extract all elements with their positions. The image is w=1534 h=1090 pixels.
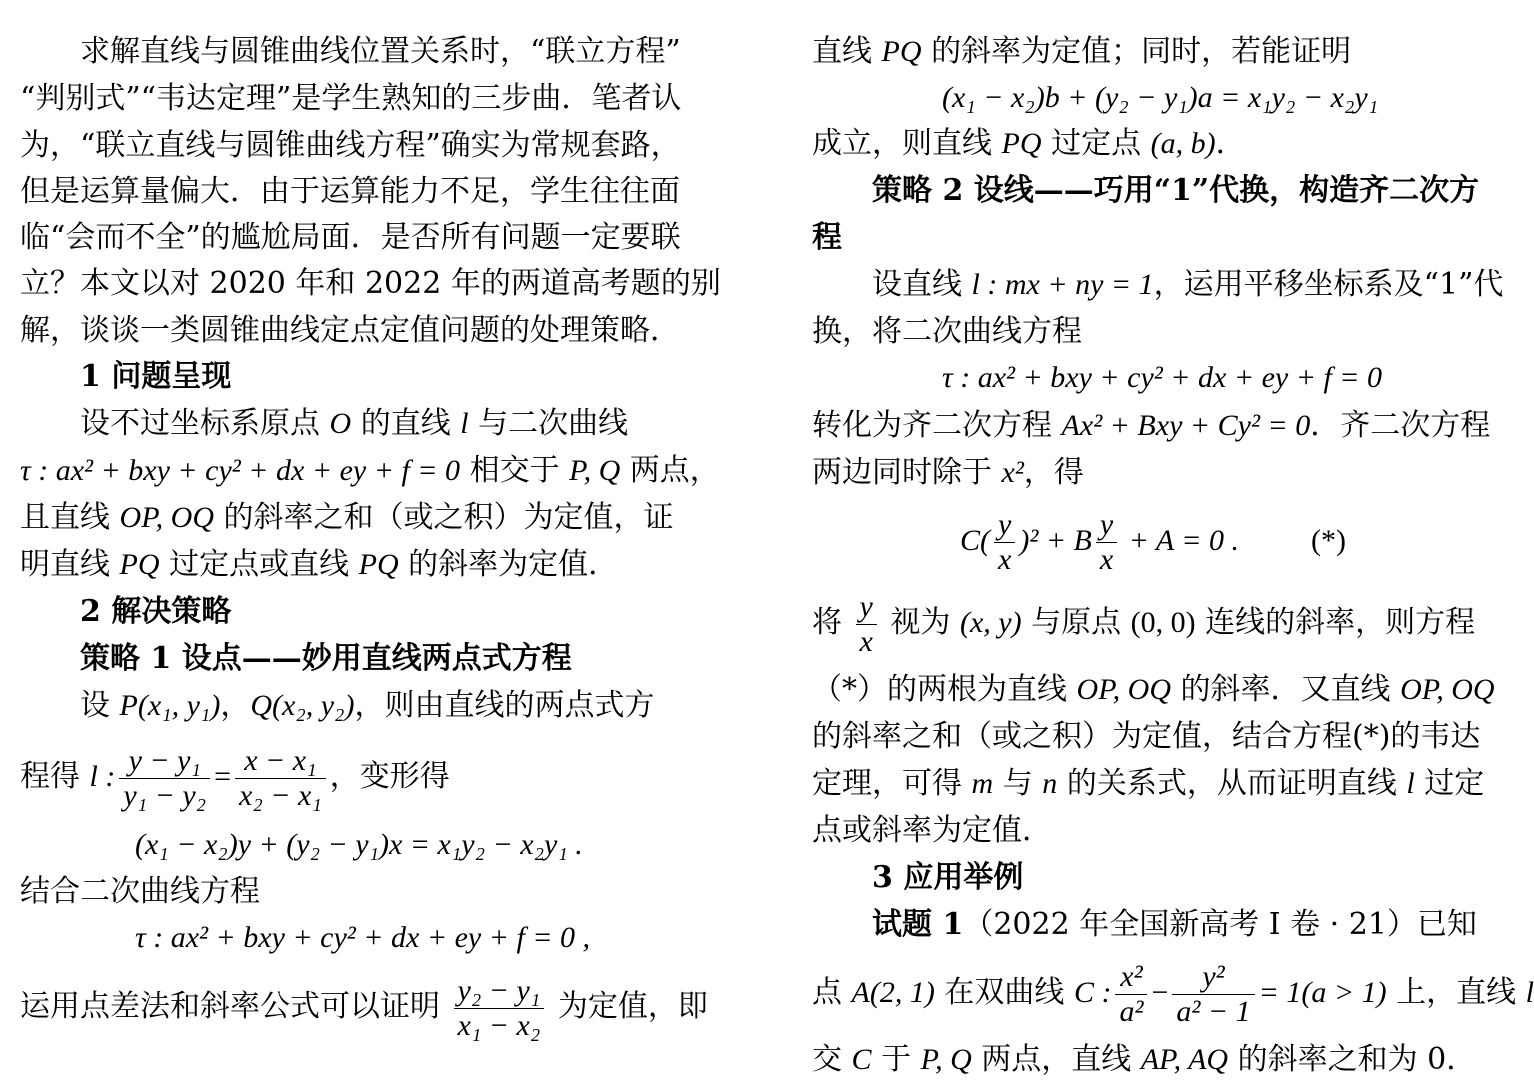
equation-tag: (*) — [1310, 524, 1346, 557]
problem-1-title: 试题 1 — [872, 907, 964, 942]
strategy-2-heading-cont: 程 — [812, 220, 842, 255]
star-equation: C( $\frac{y}{x}$ )² + B $\frac{y}{x}$ + A = 0 . (*) — [960, 507, 1346, 576]
strategy-2-line-1: 设直线 l : mx + ny = 1，运用平移坐标系及“1”代 — [872, 267, 1504, 302]
hyperbola-line: 点 A(2, 1) 在双曲线 C : $\frac{\text{x²}}{\text{a²}}$ − $\frac{\text{y²}}{\text{a² − 1}}$ = 1(a > 1) 上，直线 l — [812, 959, 1534, 1028]
fraction-y-over-x-2: $\frac{y}{x}$ — [1096, 508, 1117, 577]
curve-equation-3: τ : ax² + bxy + cy² + dx + ey + f = 0 — [942, 361, 1383, 394]
fraction-y2-a2m1: $\frac{\text{y²}}{\text{a² − 1}}$ — [1172, 960, 1254, 1029]
section-heading-2: 2 解决策略 — [80, 594, 232, 629]
fraction-1: $\frac{\text{y − y₁}}{\text{y₁ − y₂}}$ — [119, 744, 210, 813]
strategy-1-line-1: 设 P(x₁, y₁)，Q(x₂, y₂)，则由直线的两点式方 — [80, 688, 655, 723]
curve-equation: τ : ax² + bxy + cy² + dx + ey + f = 0 — [20, 454, 461, 487]
relation-line: 定理，可得 m 与 n 的关系式，从而证明直线 l 过定 — [812, 766, 1485, 801]
strategy-1-heading: 策略 1 设点——妙用直线两点式方程 — [80, 641, 572, 676]
intro-line-4: 但是运算量偏大．由于运算能力不足，学生往往面 — [20, 174, 680, 209]
vieta-line: 的斜率之和（或之积）为定值，结合方程(*)的韦达 — [812, 719, 1481, 754]
problem-line-3: 且直线 OP, OQ 的斜率之和（或之积）为定值，证 — [20, 500, 674, 535]
fixed-point-line: 成立，则直线 PQ 过定点 (a, b)． — [812, 126, 1246, 161]
line-equation: (x₁ − x₂)y + (y₂ − y₁)x = x₁y₂ − x₂y₁ . — [135, 828, 583, 861]
problem-line-4: 明直线 PQ 过定点或直线 PQ 的斜率为定值． — [20, 547, 619, 582]
two-point-form-line: 程得 l : $\frac{\text{y − y₁}}{\text{y₁ − y₂}}$ = $\frac{\text{x − x₁}}{\text{x₂ − x₁}}$ ，变形得 — [20, 743, 450, 812]
section-heading-1: 1 问题呈现 — [80, 359, 232, 394]
fraction-2: $\frac{\text{x − x₁}}{\text{x₂ − x₁}}$ — [235, 744, 326, 813]
intro-line-7: 解，谈谈一类圆锥曲线定点定值问题的处理策略． — [20, 313, 680, 348]
strategy-2-line-2: 换，将二次曲线方程 — [812, 314, 1082, 349]
intro-line-2: “判别式”“韦达定理”是学生熟知的三步曲．笔者认 — [20, 81, 682, 116]
point-difference-line: 运用点差法和斜率公式可以证明 $\frac{\text{y₂ − y₁}}{\text{x₁ − x₂}}$ 为定值，即 — [20, 973, 708, 1042]
intro-line-5: 临“会而不全”的尴尬局面．是否所有问题一定要联 — [20, 220, 681, 255]
curve-equation-2: τ : ax² + bxy + cy² + dx + ey + f = 0 , — [135, 921, 591, 954]
divide-line: 两边同时除于 x²，得 — [812, 455, 1084, 490]
fraction-x2-a2: $\frac{\text{x²}}{\text{a²}}$ — [1115, 960, 1147, 1029]
conclusion-line: 点或斜率为定值． — [812, 813, 1052, 848]
combine-curve-line: 结合二次曲线方程 — [20, 874, 260, 909]
problem-line-1: 设不过坐标系原点 O 的直线 l 与二次曲线 — [80, 406, 629, 441]
strategy-2-heading: 策略 2 设线——巧用“1”代换，构造齐二次方 — [872, 173, 1480, 208]
section-heading-3: 3 应用举例 — [872, 860, 1024, 895]
fraction-y-over-x-1: $\frac{y}{x}$ — [994, 508, 1015, 577]
intro-line-1: 求解直线与圆锥曲线位置关系时，“联立方程” — [80, 34, 681, 69]
problem-1-line-3: 交 C 于 P, Q 两点，直线 AP, AQ 的斜率之和为 0． — [812, 1042, 1477, 1077]
fixed-point-condition: (x₁ − x₂)b + (y₂ − y₁)a = x₁y₂ − x₂y₁ — [942, 81, 1379, 114]
slope-meaning-line: 将 $\frac{y}{x}$ 视为 (x, y) 与原点 (0, 0) 连线的斜率，则方程 — [812, 589, 1476, 658]
slope-constant-line: 直线 PQ 的斜率为定值；同时，若能证明 — [812, 34, 1352, 69]
fraction-y-over-x-3: $\frac{y}{x}$ — [856, 590, 877, 659]
problem-1-line-1: 试题 1（2022 年全国新高考 I 卷 · 21）已知 — [872, 907, 1477, 942]
homogeneous-line: 转化为齐二次方程 Ax² + Bxy + Cy² = 0．齐二次方程 — [812, 408, 1491, 443]
intro-line-6: 立？本文以对 2020 年和 2022 年的两道高考题的别 — [20, 266, 721, 301]
problem-line-2: τ : ax² + bxy + cy² + dx + ey + f = 0 相交于 P, Q 两点， — [20, 453, 720, 488]
roots-line: （*）的两根为直线 OP, OQ 的斜率．又直线 OP, OQ — [812, 672, 1495, 707]
fraction-3: $\frac{\text{y₂ − y₁}}{\text{x₁ − x₂}}$ — [454, 974, 545, 1043]
intro-line-3: 为，“联立直线与圆锥曲线方程”确实为常规套路， — [20, 128, 681, 163]
